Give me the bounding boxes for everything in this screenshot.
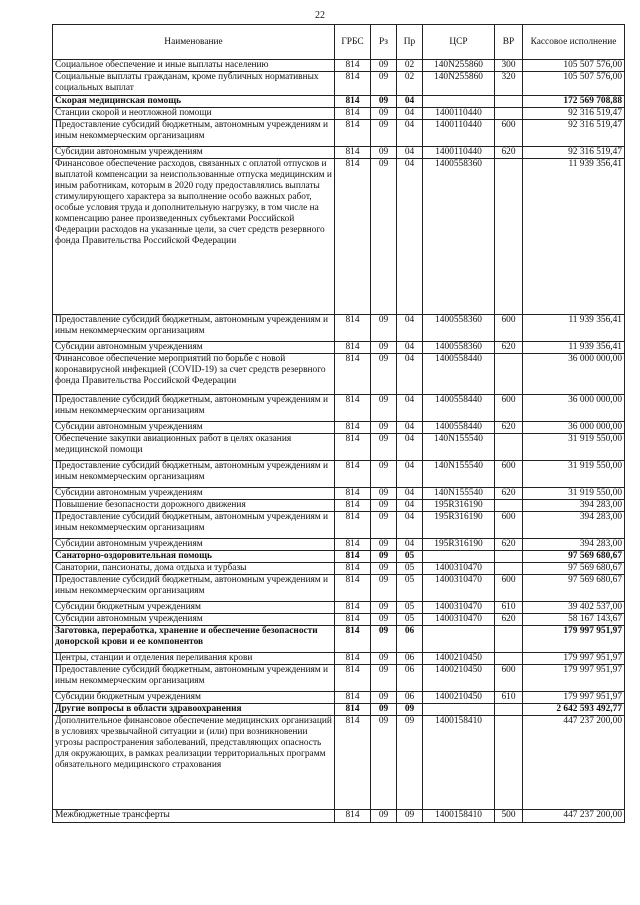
cell-grbs: 814: [335, 354, 371, 395]
cell-name: Предоставление субсидий бюджетным, автономным учреждениям и иным некоммерческим организациям: [53, 120, 335, 147]
cell-rz: 09: [371, 692, 397, 704]
cell-vr: 610: [495, 692, 523, 704]
cell-sum: 36 000 000,00: [523, 354, 625, 395]
cell-pr: 02: [397, 60, 423, 72]
cell-csr: 1400158410: [423, 716, 495, 810]
cell-rz: 09: [371, 704, 397, 716]
cell-vr: 620: [495, 422, 523, 434]
cell-name: Обеспечение закупки авиационных работ в целях оказания медицинской помощи: [53, 434, 335, 461]
cell-grbs: 814: [335, 512, 371, 539]
cell-grbs: 814: [335, 422, 371, 434]
cell-rz: 09: [371, 120, 397, 147]
table-row: [53, 614, 625, 626]
cell-rz: 09: [371, 539, 397, 551]
cell-rz: 09: [371, 159, 397, 315]
cell-sum: 11 939 356,41: [523, 159, 625, 315]
cell-name: Другие вопросы в области здравоохранения: [53, 704, 335, 716]
cell-grbs: 814: [335, 72, 371, 96]
cell-vr: 620: [495, 488, 523, 500]
cell-name: Повышение безопасности дорожного движения: [53, 500, 335, 512]
table-row: [53, 716, 625, 810]
cell-vr: [495, 653, 523, 665]
cell-sum: 92 316 519,47: [523, 147, 625, 159]
cell-grbs: 814: [335, 120, 371, 147]
cell-csr: 195R316190: [423, 539, 495, 551]
cell-csr: 1400210450: [423, 692, 495, 704]
cell-csr: 1400558360: [423, 315, 495, 342]
header-pr: Пр: [397, 25, 423, 60]
cell-grbs: 814: [335, 602, 371, 614]
cell-rz: 09: [371, 434, 397, 461]
cell-grbs: 814: [335, 563, 371, 575]
cell-sum: 36 000 000,00: [523, 395, 625, 422]
table-row: [53, 539, 625, 551]
cell-csr: 1400310470: [423, 563, 495, 575]
cell-rz: 09: [371, 72, 397, 96]
cell-csr: 1400310470: [423, 614, 495, 626]
cell-vr: [495, 434, 523, 461]
cell-name: Предоставление субсидий бюджетным, автономным учреждениям и иным некоммерческим организациям: [53, 575, 335, 602]
cell-name: Субсидии автономным учреждениям: [53, 422, 335, 434]
cell-sum: 179 997 951,97: [523, 665, 625, 692]
cell-name: Дополнительное финансовое обеспечение медицинских организаций в условиях чрезвычайной ситуации и (или) при возникновении угрозы распространения заболеваний, представляющих опасность для окружающих, в рамках реализации территориальных программ обязательного медицинского страхования: [53, 716, 335, 810]
cell-pr: 05: [397, 575, 423, 602]
cell-csr: 1400310470: [423, 602, 495, 614]
table-body: [53, 60, 625, 823]
cell-sum: 179 997 951,97: [523, 653, 625, 665]
table-row: [53, 575, 625, 602]
cell-sum: 447 237 200,00: [523, 716, 625, 810]
cell-rz: 09: [371, 461, 397, 488]
cell-rz: 09: [371, 563, 397, 575]
cell-vr: 600: [495, 315, 523, 342]
header-vr: ВР: [495, 25, 523, 60]
cell-name: Станции скорой и неотложной помощи: [53, 108, 335, 120]
cell-grbs: 814: [335, 539, 371, 551]
cell-name: Предоставление субсидий бюджетным, автономным учреждениям и иным некоммерческим организациям: [53, 315, 335, 342]
cell-sum: 447 237 200,00: [523, 810, 625, 823]
cell-rz: 09: [371, 716, 397, 810]
cell-pr: 05: [397, 551, 423, 563]
cell-name: Скорая медицинская помощь: [53, 96, 335, 108]
table-row: [53, 315, 625, 342]
cell-vr: 600: [495, 665, 523, 692]
cell-name: Финансовое обеспечение расходов, связанных с оплатой отпусков и выплатой компенсации за неиспользованные отпуска медицинским и иным работникам, которым в 2020 году предоставлялись выплаты стимулирующего характера за выполнение особо важных работ, особые условия труда и дополнительную нагрузку, в том числе на компенсацию ранее произведенных субъектами Российской Федерации расходов на указанные цели, за счет средств резервного фонда Правительства Российской Федерации: [53, 159, 335, 315]
cell-rz: 09: [371, 422, 397, 434]
cell-pr: 04: [397, 512, 423, 539]
cell-pr: 09: [397, 716, 423, 810]
cell-grbs: 814: [335, 653, 371, 665]
table-row: [53, 147, 625, 159]
cell-rz: 09: [371, 575, 397, 602]
cell-pr: 06: [397, 692, 423, 704]
cell-name: Предоставление субсидий бюджетным, автономным учреждениям и иным некоммерческим организациям: [53, 461, 335, 488]
cell-grbs: 814: [335, 60, 371, 72]
cell-pr: 04: [397, 120, 423, 147]
cell-name: Финансовое обеспечение мероприятий по борьбе с новой коронавирусной инфекцией (COVID-19) за счет средств резервного фонда Правительства Российской Федерации: [53, 354, 335, 395]
header-grbs: ГРБС: [335, 25, 371, 60]
cell-vr: 620: [495, 539, 523, 551]
cell-pr: 04: [397, 422, 423, 434]
cell-vr: [495, 551, 523, 563]
cell-csr: 1400558440: [423, 395, 495, 422]
cell-sum: 31 919 550,00: [523, 461, 625, 488]
table-row: [53, 704, 625, 716]
cell-rz: 09: [371, 354, 397, 395]
cell-name: Центры, станции и отделения переливания крови: [53, 653, 335, 665]
table-row: [53, 434, 625, 461]
cell-csr: 140N155540: [423, 461, 495, 488]
cell-grbs: 814: [335, 704, 371, 716]
cell-sum: 97 569 680,67: [523, 575, 625, 602]
cell-vr: [495, 96, 523, 108]
table-row: [53, 512, 625, 539]
cell-csr: 1400310470: [423, 575, 495, 602]
table-row: [53, 108, 625, 120]
cell-grbs: 814: [335, 315, 371, 342]
cell-vr: 600: [495, 575, 523, 602]
cell-name: Субсидии автономным учреждениям: [53, 488, 335, 500]
cell-sum: 172 569 708,88: [523, 96, 625, 108]
table-row: [53, 72, 625, 96]
cell-sum: 179 997 951,97: [523, 692, 625, 704]
cell-csr: 1400558360: [423, 342, 495, 354]
header-rz: Рз: [371, 25, 397, 60]
cell-grbs: 814: [335, 461, 371, 488]
cell-vr: 600: [495, 461, 523, 488]
cell-csr: 1400558360: [423, 159, 495, 315]
cell-grbs: 814: [335, 626, 371, 653]
cell-name: Предоставление субсидий бюджетным, автономным учреждениям и иным некоммерческим организациям: [53, 665, 335, 692]
cell-pr: 04: [397, 96, 423, 108]
cell-csr: [423, 551, 495, 563]
cell-grbs: 814: [335, 159, 371, 315]
cell-rz: 09: [371, 614, 397, 626]
cell-pr: 04: [397, 354, 423, 395]
cell-pr: 04: [397, 500, 423, 512]
table-row: [53, 354, 625, 395]
cell-rz: 09: [371, 551, 397, 563]
cell-grbs: 814: [335, 692, 371, 704]
table-row: [53, 342, 625, 354]
cell-sum: 179 997 951,97: [523, 626, 625, 653]
cell-pr: 04: [397, 159, 423, 315]
cell-sum: 394 283,00: [523, 539, 625, 551]
cell-vr: 620: [495, 147, 523, 159]
cell-name: Предоставление субсидий бюджетным, автономным учреждениям и иным некоммерческим организациям: [53, 512, 335, 539]
cell-pr: 04: [397, 342, 423, 354]
cell-vr: 620: [495, 614, 523, 626]
cell-csr: 195R316190: [423, 512, 495, 539]
cell-sum: 92 316 519,47: [523, 108, 625, 120]
cell-csr: 1400158410: [423, 810, 495, 823]
budget-table: [52, 24, 625, 823]
cell-sum: 31 919 550,00: [523, 434, 625, 461]
cell-vr: 500: [495, 810, 523, 823]
cell-grbs: 814: [335, 96, 371, 108]
cell-pr: 04: [397, 108, 423, 120]
cell-vr: [495, 704, 523, 716]
cell-name: Заготовка, переработка, хранение и обеспечение безопасности донорской крови и ее компонентов: [53, 626, 335, 653]
cell-pr: 05: [397, 614, 423, 626]
table-row: [53, 120, 625, 147]
cell-pr: 04: [397, 147, 423, 159]
table-row: [53, 422, 625, 434]
cell-sum: 394 283,00: [523, 512, 625, 539]
cell-sum: 2 642 593 492,77: [523, 704, 625, 716]
cell-csr: [423, 704, 495, 716]
cell-vr: [495, 626, 523, 653]
cell-sum: 105 507 576,00: [523, 60, 625, 72]
cell-csr: [423, 626, 495, 653]
cell-grbs: 814: [335, 575, 371, 602]
cell-csr: 1400110440: [423, 147, 495, 159]
table-row: [53, 810, 625, 823]
cell-name: Субсидии автономным учреждениям: [53, 614, 335, 626]
cell-rz: 09: [371, 147, 397, 159]
cell-rz: 09: [371, 626, 397, 653]
cell-name: Социальные выплаты гражданам, кроме публичных нормативных социальных выплат: [53, 72, 335, 96]
table-row: [53, 551, 625, 563]
cell-name: Субсидии автономным учреждениям: [53, 342, 335, 354]
header-name: Наименование: [53, 25, 335, 60]
cell-sum: 58 167 143,67: [523, 614, 625, 626]
cell-vr: 320: [495, 72, 523, 96]
cell-csr: 195R316190: [423, 500, 495, 512]
cell-pr: 04: [397, 315, 423, 342]
cell-name: Субсидии бюджетным учреждениям: [53, 602, 335, 614]
cell-sum: 36 000 000,00: [523, 422, 625, 434]
cell-vr: [495, 500, 523, 512]
table-row: [53, 461, 625, 488]
cell-grbs: 814: [335, 551, 371, 563]
cell-csr: 140N255860: [423, 72, 495, 96]
cell-csr: 140N155540: [423, 488, 495, 500]
table-row: [53, 96, 625, 108]
cell-name: Санатории, пансионаты, дома отдыха и турбазы: [53, 563, 335, 575]
cell-grbs: 814: [335, 810, 371, 823]
cell-sum: 39 402 537,00: [523, 602, 625, 614]
cell-rz: 09: [371, 108, 397, 120]
cell-sum: 394 283,00: [523, 500, 625, 512]
cell-csr: 140N155540: [423, 434, 495, 461]
cell-name: Субсидии автономным учреждениям: [53, 147, 335, 159]
cell-grbs: 814: [335, 500, 371, 512]
table-row: [53, 602, 625, 614]
table-row: [53, 395, 625, 422]
cell-name: Субсидии бюджетным учреждениям: [53, 692, 335, 704]
table-row: [53, 488, 625, 500]
cell-rz: 09: [371, 602, 397, 614]
cell-pr: 05: [397, 563, 423, 575]
cell-name: Социальное обеспечение и иные выплаты населению: [53, 60, 335, 72]
table-row: [53, 665, 625, 692]
cell-name: Санаторно-оздоровительная помощь: [53, 551, 335, 563]
cell-pr: 05: [397, 602, 423, 614]
cell-rz: 09: [371, 342, 397, 354]
cell-csr: 1400210450: [423, 653, 495, 665]
cell-csr: 1400558440: [423, 354, 495, 395]
cell-rz: 09: [371, 500, 397, 512]
cell-rz: 09: [371, 810, 397, 823]
table-header-row: [53, 25, 625, 60]
cell-rz: 09: [371, 60, 397, 72]
cell-pr: 04: [397, 395, 423, 422]
cell-grbs: 814: [335, 147, 371, 159]
cell-rz: 09: [371, 395, 397, 422]
cell-pr: 06: [397, 665, 423, 692]
cell-grbs: 814: [335, 434, 371, 461]
header-csr: ЦСР: [423, 25, 495, 60]
cell-csr: 1400210450: [423, 665, 495, 692]
cell-pr: 09: [397, 704, 423, 716]
cell-rz: 09: [371, 512, 397, 539]
cell-sum: 92 316 519,47: [523, 120, 625, 147]
cell-grbs: 814: [335, 108, 371, 120]
cell-csr: 1400110440: [423, 108, 495, 120]
cell-pr: 04: [397, 434, 423, 461]
cell-csr: [423, 96, 495, 108]
cell-sum: 31 919 550,00: [523, 488, 625, 500]
cell-grbs: 814: [335, 665, 371, 692]
cell-vr: [495, 159, 523, 315]
page-number: 22: [315, 10, 325, 21]
table-row: [53, 692, 625, 704]
cell-pr: 09: [397, 810, 423, 823]
cell-rz: 09: [371, 315, 397, 342]
cell-vr: [495, 563, 523, 575]
cell-vr: 620: [495, 342, 523, 354]
cell-pr: 04: [397, 488, 423, 500]
cell-vr: 600: [495, 395, 523, 422]
cell-csr: 1400558440: [423, 422, 495, 434]
cell-csr: 140N255860: [423, 60, 495, 72]
cell-csr: 1400110440: [423, 120, 495, 147]
table-row: [53, 60, 625, 72]
cell-grbs: 814: [335, 614, 371, 626]
table-row: [53, 653, 625, 665]
cell-sum: 105 507 576,00: [523, 72, 625, 96]
cell-rz: 09: [371, 653, 397, 665]
cell-grbs: 814: [335, 716, 371, 810]
cell-pr: 04: [397, 461, 423, 488]
header-sum: Кассовое исполнение: [523, 25, 625, 60]
cell-vr: 600: [495, 120, 523, 147]
cell-rz: 09: [371, 488, 397, 500]
cell-pr: 06: [397, 626, 423, 653]
cell-sum: 11 939 356,41: [523, 315, 625, 342]
table-row: [53, 500, 625, 512]
cell-vr: [495, 354, 523, 395]
cell-pr: 06: [397, 653, 423, 665]
cell-sum: 97 569 680,67: [523, 563, 625, 575]
cell-name: Предоставление субсидий бюджетным, автономным учреждениям и иным некоммерческим организациям: [53, 395, 335, 422]
cell-name: Межбюджетные трансферты: [53, 810, 335, 823]
cell-grbs: 814: [335, 488, 371, 500]
cell-vr: [495, 716, 523, 810]
cell-grbs: 814: [335, 342, 371, 354]
cell-pr: 02: [397, 72, 423, 96]
cell-name: Субсидии автономным учреждениям: [53, 539, 335, 551]
cell-pr: 04: [397, 539, 423, 551]
cell-rz: 09: [371, 96, 397, 108]
cell-vr: 300: [495, 60, 523, 72]
cell-vr: 600: [495, 512, 523, 539]
table-row: [53, 159, 625, 315]
cell-vr: 610: [495, 602, 523, 614]
table-row: [53, 563, 625, 575]
cell-sum: 97 569 680,67: [523, 551, 625, 563]
cell-vr: [495, 108, 523, 120]
table-row: [53, 626, 625, 653]
cell-rz: 09: [371, 665, 397, 692]
cell-grbs: 814: [335, 395, 371, 422]
cell-sum: 11 939 356,41: [523, 342, 625, 354]
